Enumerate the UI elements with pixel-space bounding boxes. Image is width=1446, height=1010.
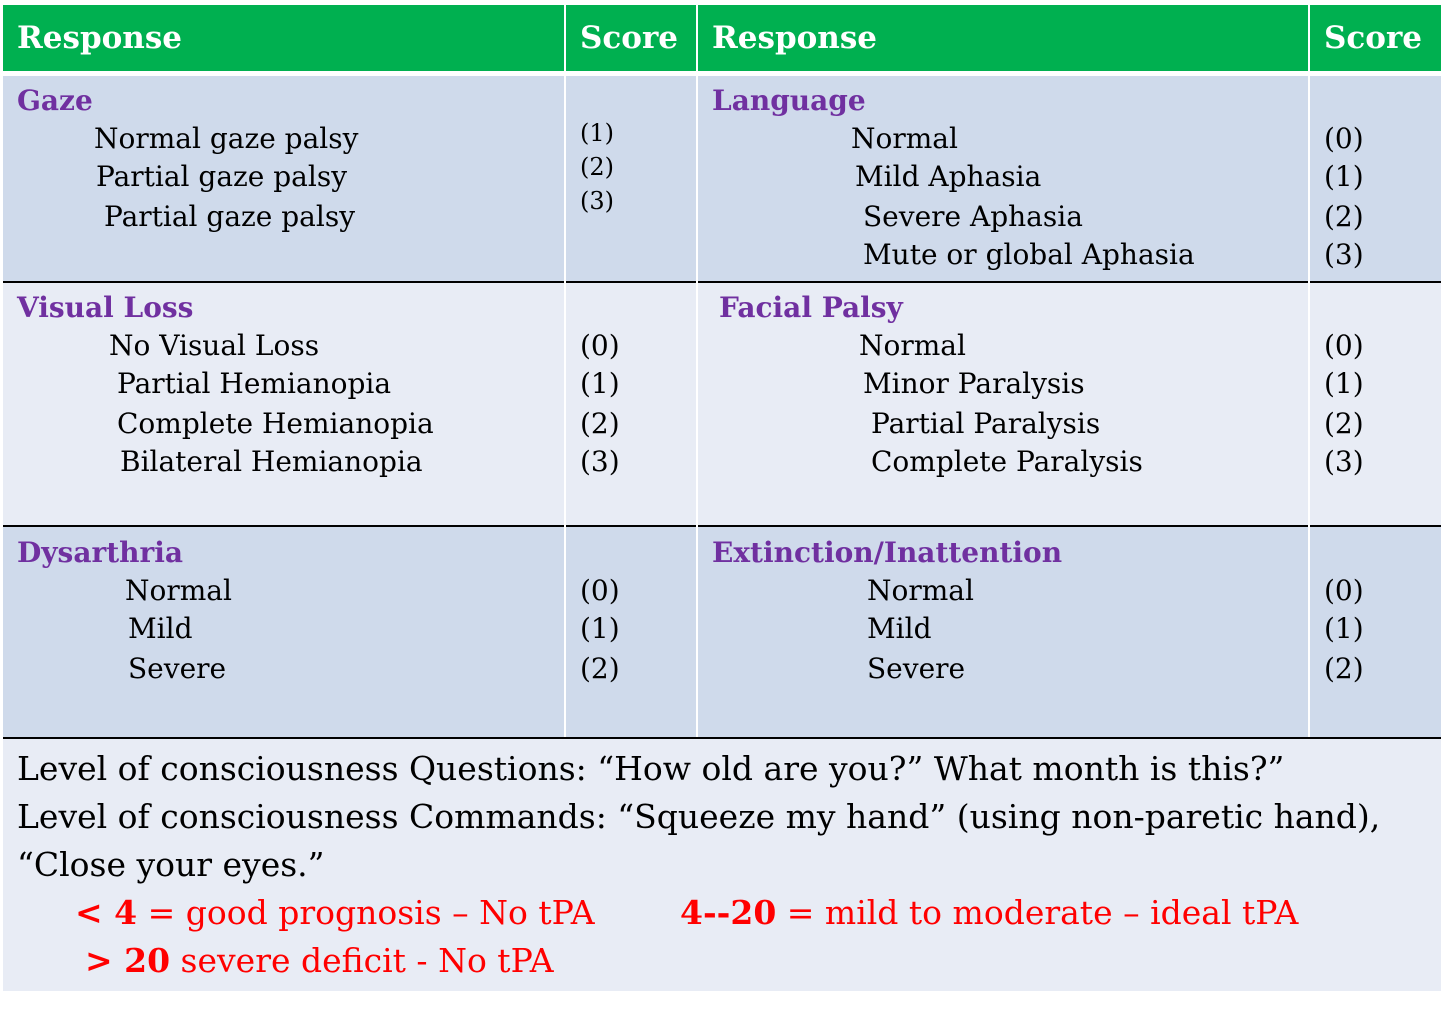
section-title-language: Language — [712, 84, 866, 117]
gaze-item: Normal gaze palsy — [94, 122, 359, 155]
visual-loss-score: (3) — [580, 445, 620, 478]
section-title-visual-loss: Visual Loss — [17, 291, 194, 324]
language-item: Severe Aphasia — [863, 200, 1083, 233]
threshold-high-text: severe deficit - No tPA — [170, 941, 554, 980]
gaze-item: Partial gaze palsy — [104, 200, 356, 233]
facial-palsy-score: (3) — [1324, 445, 1364, 478]
extinction-score: (1) — [1324, 612, 1364, 645]
threshold-mid-symbol: 4--20 — [680, 893, 777, 932]
dysarthria-score: (1) — [580, 612, 620, 645]
column-divider-3 — [1308, 5, 1310, 737]
extinction-score: (2) — [1324, 652, 1364, 685]
language-item: Mute or global Aphasia — [863, 238, 1195, 271]
visual-loss-score: (2) — [580, 407, 620, 440]
extinction-score: (0) — [1324, 574, 1364, 607]
visual-loss-item: Partial Hemianopia — [117, 367, 392, 400]
visual-loss-score: (0) — [580, 329, 620, 362]
header-score-right: Score — [1310, 5, 1441, 71]
column-divider-1 — [564, 5, 566, 737]
header-response-left: Response — [3, 5, 565, 71]
visual-loss-item: Bilateral Hemianopia — [120, 445, 423, 478]
consciousness-commands-note-continued: “Close your eyes.” — [17, 845, 325, 884]
header-divider — [3, 71, 1441, 76]
threshold-high — [85, 940, 554, 982]
row-divider-1 — [3, 281, 1441, 283]
section-title-facial-palsy: Facial Palsy — [719, 291, 903, 324]
facial-palsy-score: (1) — [1324, 367, 1364, 400]
facial-palsy-item: Partial Paralysis — [871, 407, 1101, 440]
language-score: (0) — [1324, 122, 1364, 155]
threshold-high-symbol: > 20 — [85, 941, 171, 980]
visual-loss-item: No Visual Loss — [109, 329, 320, 362]
visual-loss-score: (1) — [580, 367, 620, 400]
facial-palsy-item: Minor Paralysis — [863, 367, 1085, 400]
header-score-left: Score — [566, 5, 697, 71]
row-divider-2 — [3, 525, 1441, 527]
dysarthria-score: (0) — [580, 574, 620, 607]
threshold-low-symbol: < 4 — [75, 893, 138, 932]
extinction-item: Mild — [867, 612, 932, 645]
extinction-item: Severe — [867, 652, 966, 685]
language-score: (1) — [1324, 160, 1364, 193]
gaze-item: Partial gaze palsy — [96, 160, 348, 193]
section-title-dysarthria: Dysarthria — [17, 536, 184, 569]
gaze-score: (1) — [580, 119, 614, 147]
language-score: (3) — [1324, 238, 1364, 271]
gaze-score: (2) — [580, 153, 614, 181]
visual-loss-item: Complete Hemianopia — [117, 407, 434, 440]
facial-palsy-item: Complete Paralysis — [871, 445, 1143, 478]
language-score: (2) — [1324, 200, 1364, 233]
dysarthria-item: Mild — [128, 612, 193, 645]
row-divider-3 — [3, 737, 1441, 739]
dysarthria-item: Severe — [128, 652, 227, 685]
facial-palsy-item: Normal — [859, 329, 966, 362]
consciousness-commands-note: Level of consciousness Commands: “Squeeze my hand” (using non-paretic hand), — [17, 797, 1381, 836]
facial-palsy-score: (0) — [1324, 329, 1364, 362]
header-response-right: Response — [698, 5, 1309, 71]
language-item: Normal — [851, 122, 958, 155]
threshold-mid-text: = mild to moderate – ideal tPA — [776, 893, 1299, 932]
gaze-score: (3) — [580, 187, 614, 215]
dysarthria-item: Normal — [125, 574, 232, 607]
threshold-mid — [680, 892, 1298, 934]
threshold-low — [75, 892, 595, 934]
column-divider-2 — [696, 5, 698, 737]
section-title-gaze: Gaze — [17, 84, 93, 117]
section-title-extinction: Extinction/Inattention — [712, 536, 1063, 569]
language-item: Mild Aphasia — [855, 160, 1042, 193]
facial-palsy-score: (2) — [1324, 407, 1364, 440]
threshold-low-text: = good prognosis – No tPA — [137, 893, 595, 932]
extinction-item: Normal — [867, 574, 974, 607]
consciousness-questions-note: Level of consciousness Questions: “How old are you?” What month is this?” — [17, 749, 1285, 788]
nihss-scoring-table — [3, 5, 1441, 991]
dysarthria-score: (2) — [580, 652, 620, 685]
